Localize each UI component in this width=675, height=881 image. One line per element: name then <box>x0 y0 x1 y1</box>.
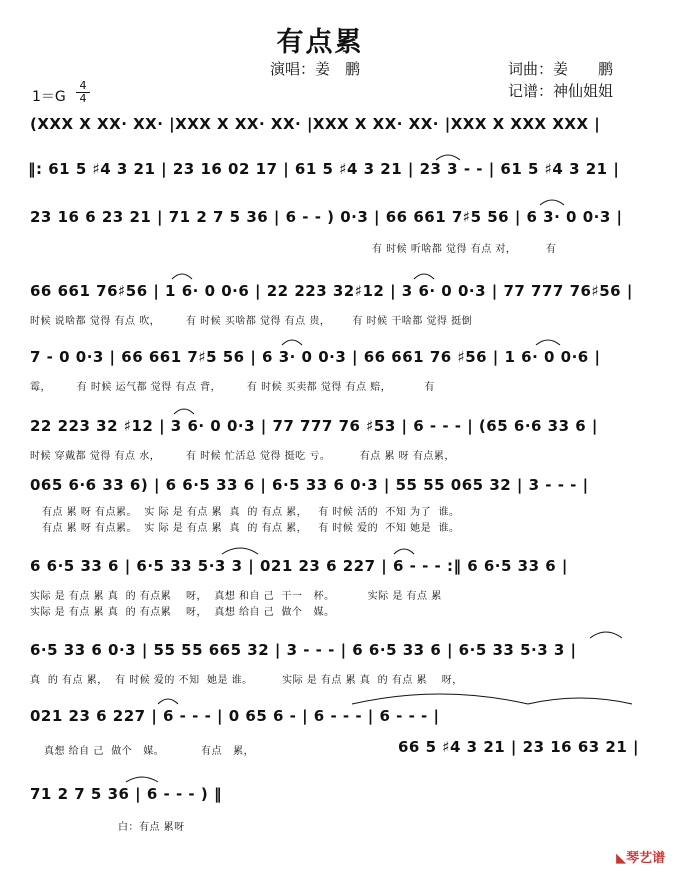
lyrics-row-5: 霉， 有 时候 运气都 觉得 有点 背， 有 时候 买卖都 觉得 有点 赔， 有 <box>30 382 435 393</box>
singer-credit: 演唱：姜 鹏 <box>270 60 361 78</box>
notation-row-2: ‖: 61 5 ♯4 3 21 | 23 16 02 17 | 61 5 ♯4 3 21 | 23 3 - - | 61 5 ♯4 3 21 | <box>28 160 620 178</box>
lyrics-row-3: 有 时候 听啥都 觉得 有点 对， 有 <box>372 244 557 255</box>
lyrics-row-6: 时候 穿戴都 觉得 有点 水， 有 时候 忙活总 觉得 挺吃 亏。 有点 累 呀 有点累， <box>30 451 455 462</box>
notation-row-4: 66 661 76♯56 | 1 6· 0 0·6 | 22 223 32♯12 | 3 6· 0 0·3 | 77 777 76♯56 | <box>30 282 633 300</box>
time-signature-bottom: 4 <box>76 92 90 105</box>
lyrics-row-9: 真 的 有点 累， 有 时候 爱的 不知 她是 谁。 实际 是 有点 累 真 的 有点 累 呀， <box>30 675 463 686</box>
notation-row-1: (XXX X XX· XX· |XXX X XX· XX· |XXX X XX· XX· |XXX X XXX XXX | <box>30 115 601 133</box>
lyrics-row-4: 时候 说啥都 觉得 有点 吹， 有 时候 买啥都 觉得 有点 贵， 有 时候 干啥都 觉得 挺倒 <box>30 316 473 327</box>
notation-row-10: 021 23 6 227 | 6 - - - | 0 65 6 - | 6 - - - | 6 - - - | <box>30 707 440 725</box>
lyrics-row-7-verse-2: 有点 累 呀 有点累。 实 际 是 有点 累 真 的 有点 累， 有 时候 爱的 不知 她是 谁。 <box>42 523 460 534</box>
slur-mark <box>172 274 192 279</box>
slur-mark <box>222 548 258 554</box>
slur-mark <box>394 549 414 554</box>
watermark-logo <box>598 832 665 881</box>
notation-row-11: 71 2 7 5 36 | 6 - - - ) ‖ <box>30 785 222 803</box>
slur-mark <box>536 340 560 345</box>
slur-mark <box>590 632 622 638</box>
slur-mark <box>282 340 302 345</box>
notation-row-6: 22 223 32 ♯12 | 3 6· 0 0·3 | 77 777 76 ♯53 | 6 - - - | (65 6·6 33 6 | <box>30 417 598 435</box>
slur-mark <box>352 694 528 704</box>
lyrics-row-8-verse-2: 实际 是 有点 累 真 的 有点累 呀， 真想 给自 己 做个 媒。 <box>30 607 335 618</box>
notation-row-5: 7 - 0 0·3 | 66 661 7♯5 56 | 6 3· 0 0·3 | 66 661 76 ♯56 | 1 6· 0 0·6 | <box>30 348 601 366</box>
lyrics-row-10: 真想 给自 己 做个 媒。 有点 累， <box>44 746 255 757</box>
watermark-icon: ◣ <box>616 851 627 866</box>
spoken-line: 白：有点 累呀 <box>118 822 185 833</box>
slur-mark <box>436 155 460 160</box>
slur-mark <box>158 699 178 704</box>
time-signature-top: 4 <box>79 79 87 92</box>
lyrics-row-8-verse-1: 实际 是 有点 累 真 的 有点累 呀， 真想 和自 己 干一 杯。 实际 是 有点 累 <box>30 591 442 602</box>
slur-mark <box>540 200 564 205</box>
notation-row-3: 23 16 6 23 21 | 71 2 7 5 36 | 6 - - ) 0·3 | 66 661 7♯5 56 | 6 3· 0 0·3 | <box>30 208 623 226</box>
notation-row-10-intro-reprise: 66 5 ♯4 3 21 | 23 16 63 21 | <box>398 738 639 756</box>
transcriber-credit: 记谱：神仙姐姐 <box>508 82 614 100</box>
notation-row-8: 6 6·5 33 6 | 6·5 33 5·3 3 | 021 23 6 227 | 6 - - - :‖ 6 6·5 33 6 | <box>30 557 568 575</box>
slur-mark <box>414 274 434 279</box>
slur-mark <box>528 698 632 704</box>
notation-row-9: 6·5 33 6 0·3 | 55 55 665 32 | 3 - - - | 6 6·5 33 6 | 6·5 33 5·3 3 | <box>30 641 577 659</box>
slur-mark <box>174 409 194 414</box>
key-signature: 1＝G <box>32 89 66 105</box>
watermark-text: 琴艺谱 <box>626 851 666 866</box>
slur-mark <box>126 777 158 782</box>
composer-credit: 词曲：姜 鹏 <box>508 60 614 78</box>
lyrics-row-7-verse-1: 有点 累 呀 有点累。 实 际 是 有点 累 真 的 有点 累， 有 时候 活的 不知 为了 谁。 <box>42 507 460 518</box>
notation-row-7: 065 6·6 33 6) | 6 6·5 33 6 | 6·5 33 6 0·3 | 55 55 065 32 | 3 - - - | <box>30 476 589 494</box>
song-title: 有点累 <box>276 27 364 58</box>
